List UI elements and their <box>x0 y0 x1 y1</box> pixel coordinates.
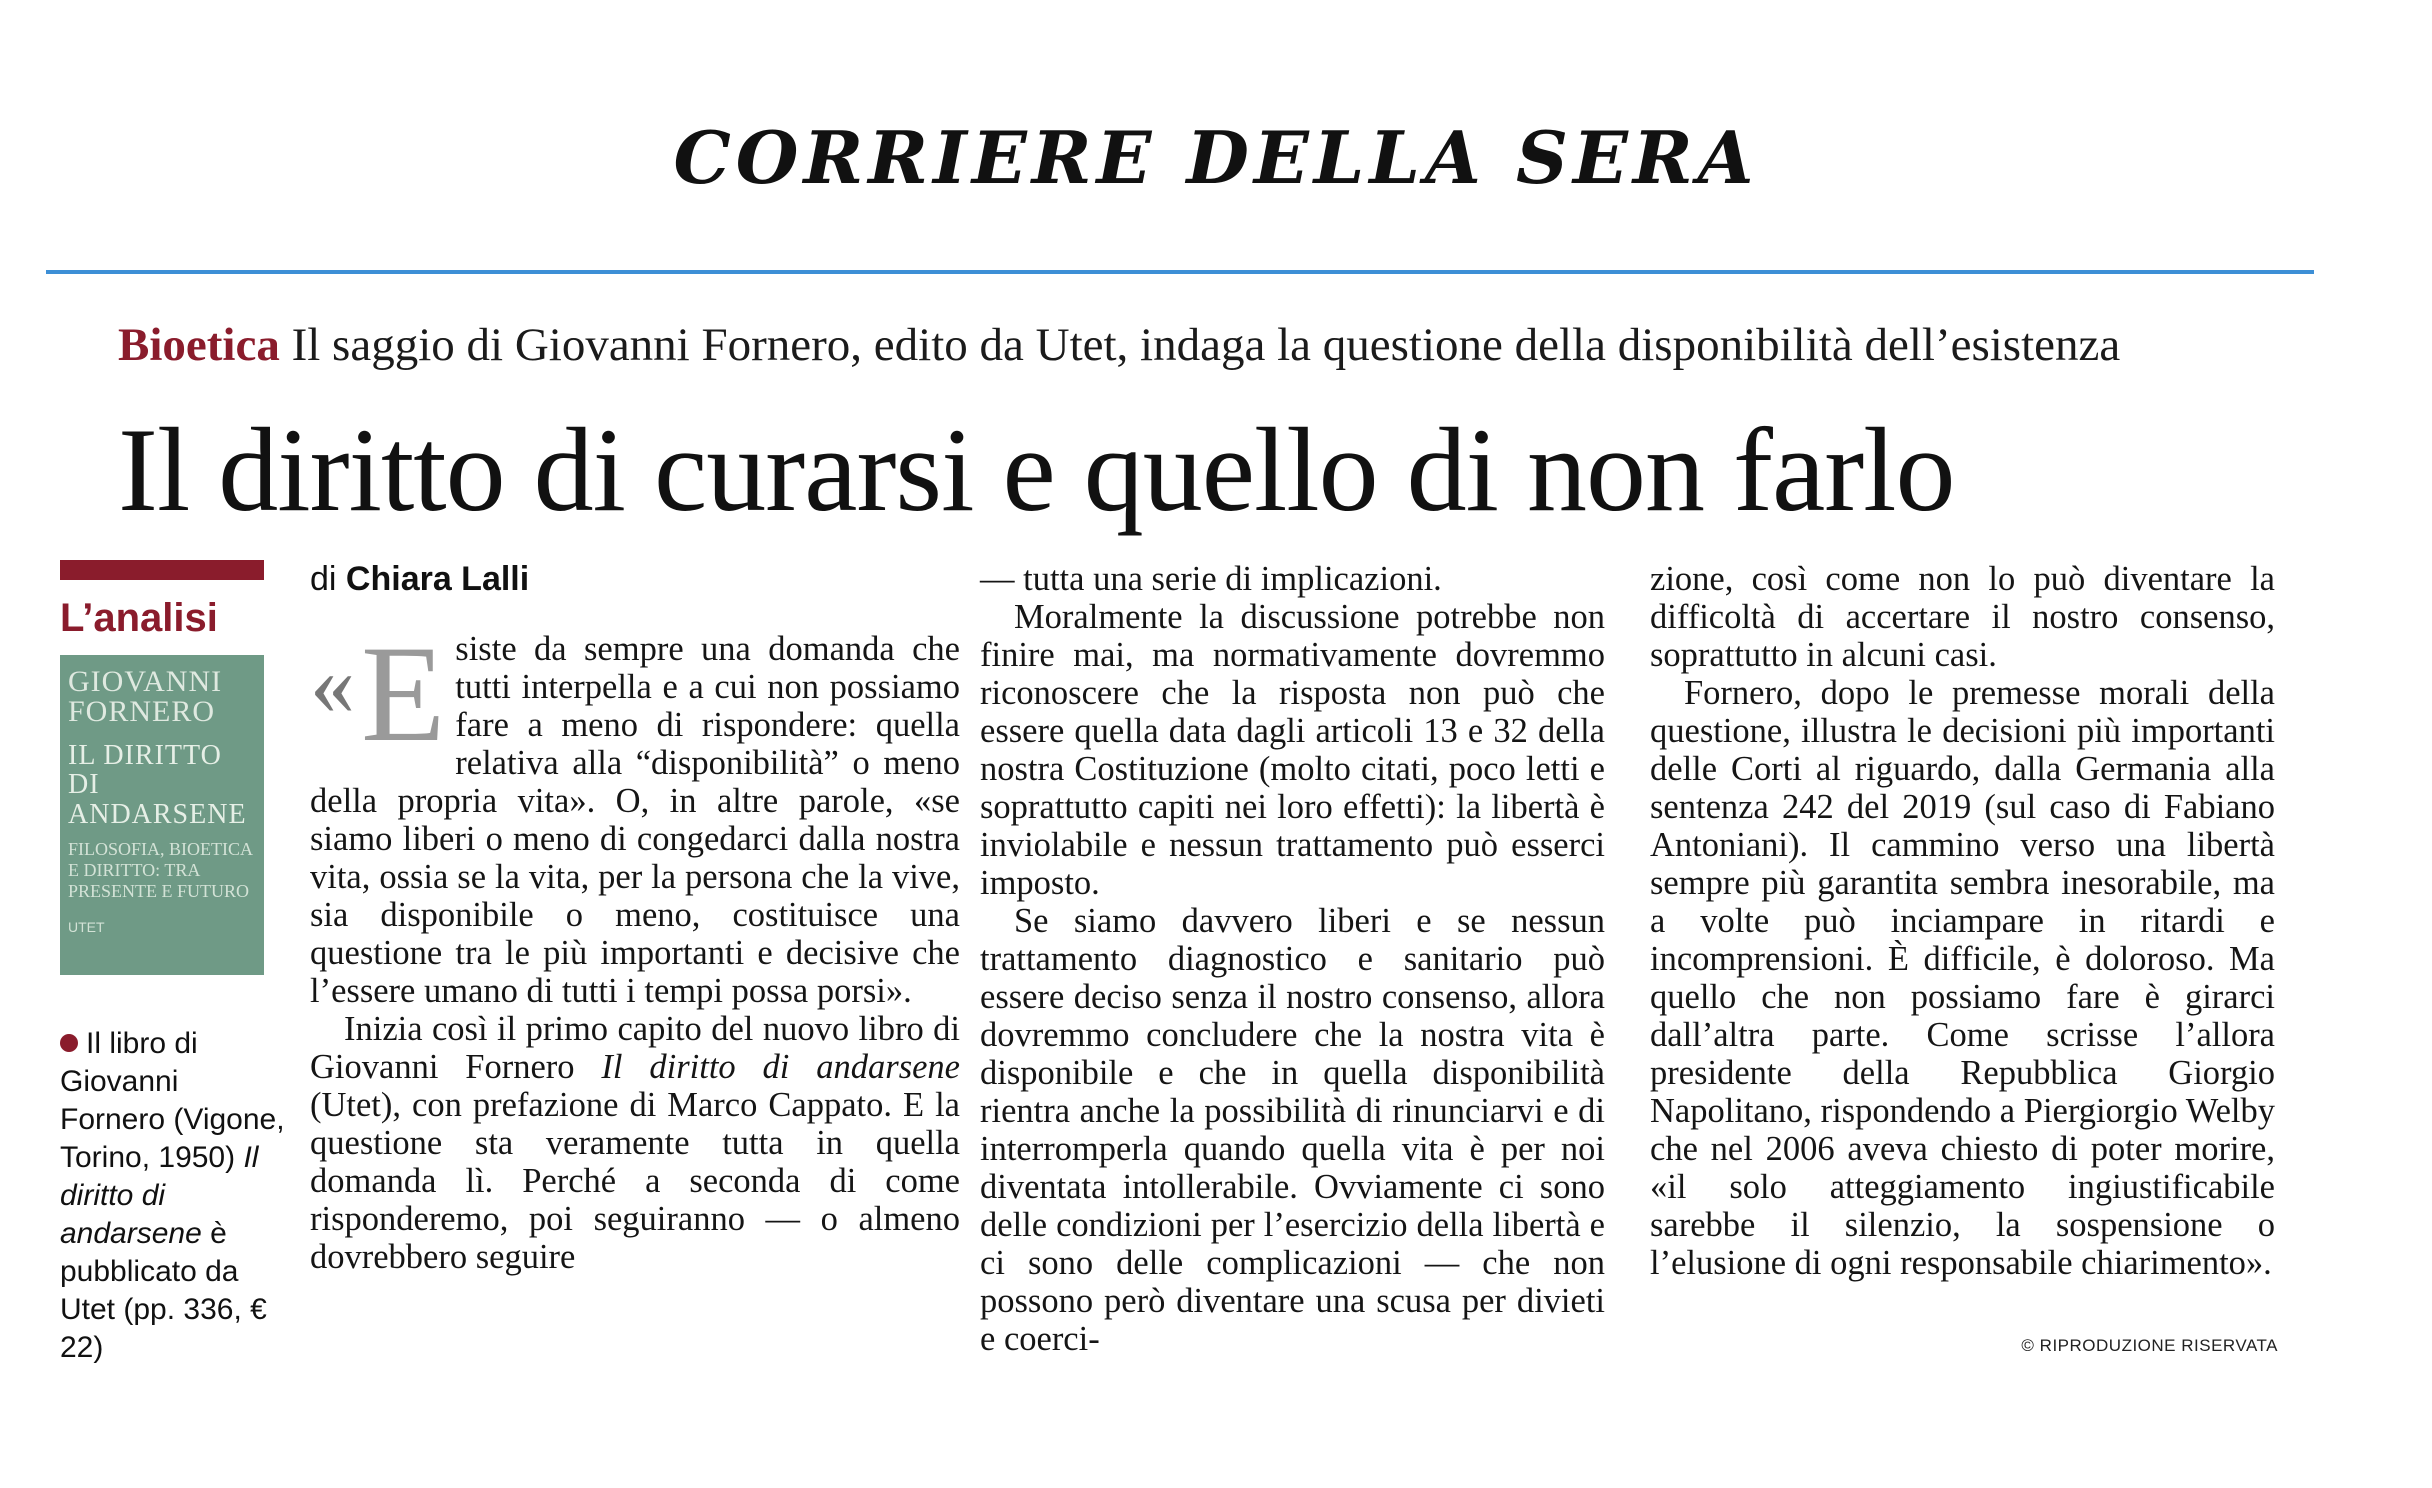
headline: Il diritto di curarsi e quello di non farlo <box>118 403 1955 536</box>
book-cover-image <box>60 655 264 975</box>
article-column-3 <box>1650 560 2275 1282</box>
masthead: CORRIERE DELLA SERA <box>673 115 1759 200</box>
section-tag: Bioetica <box>118 319 280 371</box>
book-cover-publisher: UTET <box>68 919 105 936</box>
dropcap: E <box>361 617 446 770</box>
book-cover-title: IL DIRITTO DI ANDARSENE <box>68 740 247 830</box>
masthead-rule <box>46 270 2314 274</box>
sidebar-label: L’analisi <box>60 596 218 640</box>
paragraph-text: (Utet), con prefazione di Marco Cappato. E la questione sta veramente tutta in quella domanda lì. Perché a seconda di come risponderemo, poi seguiranno — o almeno dovrebbero seguire <box>310 1086 960 1276</box>
kicker <box>118 319 2121 371</box>
article-paragraph <box>310 1010 960 1276</box>
book-title-italic: Il diritto di andarsene <box>601 1048 960 1086</box>
article-column-1 <box>310 617 960 1276</box>
copyright-notice: © RIPRODUZIONE RISERVATA <box>2021 1336 2278 1355</box>
book-caption <box>60 1025 290 1367</box>
byline-author: Chiara Lalli <box>345 560 530 598</box>
bullet-dot-icon <box>60 1034 78 1052</box>
quote-mark: « <box>310 635 355 734</box>
book-cover-subtitle: FILOSOFIA, BIOETICA E DIRITTO: TRA PRESENTE E FUTURO <box>68 839 253 901</box>
sidebar-accent-bar <box>60 560 264 580</box>
byline <box>310 560 529 599</box>
paragraph-text: siste da sempre una domanda che tutti interpella e a cui non possiamo fare a meno di rispondere: quella relativa alla “disponibilità” o meno della propria vita». O, in altre parole, «se siamo liberi o meno di congedarci dalla nostra vita, ossia se la vita, per la persona che la vive, sia disponibile o meno, costituisce una questione tra le più importanti e decisive che l’essere umano di tutti i tempi possa porsi». <box>310 630 960 1010</box>
article-paragraph: — tutta una serie di implicazioni. <box>980 560 1442 598</box>
byline-prefix: di <box>310 560 337 598</box>
article-paragraph: Fornero, dopo le premesse morali della questione, illustra le decisioni più importanti delle Corti al riguardo, dalla Germania alla sentenza 242 del 2019 (sul caso di Fabiano Antoniani). Il cammino verso una libertà sempre più garantita sembra inesorabile, ma a volte può inciampare in ritardi e incomprensioni. È difficile, è doloroso. Ma quello che non possiamo fare è girarci dall’altra parte. Come scrisse l’allora presidente della Repubblica Giorgio Napolitano, rispondendo a Piergiorgio Welby che nel 2006 aveva chiesto di poter morire, «il solo atteggiamento ingiustificabile sarebbe il silenzio, la sospensione o l’elusione di ogni responsabile chiarimento». <box>1650 674 2275 1282</box>
article-paragraph <box>310 617 960 1010</box>
caption-book-title: Il diritto di andarsene <box>60 1141 259 1250</box>
article-column-2 <box>980 560 1605 1358</box>
book-cover-author: GIOVANNI FORNERO <box>68 665 223 728</box>
caption-text-1: Il libro di Giovanni Fornero (Vigone, Torino, 1950) <box>60 1027 285 1174</box>
article-paragraph: Se siamo davvero liberi e se nessun trattamento diagnostico e sanitario può essere deciso senza il nostro consenso, allora dovremmo concludere che la nostra vita è disponibile e che in quella disponibilità rientra anche la possibilità di rinunciarvi e di interromperla quando quella vita è per noi diventata intollerabile. Ovviamente ci sono delle condizioni per l’esercizio della libertà e ci sono delle complicazioni — che non possono però diventare una scusa per divieti e coerci- <box>980 902 1605 1358</box>
caption-text-2: è pubblicato da Utet (pp. 336, € 22) <box>60 1217 267 1364</box>
paragraph-text: Inizia così il primo capito del nuovo libro di Giovanni Fornero <box>310 1010 960 1086</box>
article-paragraph: Moralmente la discussione potrebbe non finire mai, ma normativamente dovremmo riconoscere che la risposta non può che essere quella data dagli articoli 13 e 32 della nostra Costituzione (molto citati, poco letti e soprattutto capiti nei loro effetti): la libertà è inviolabile e nessun trattamento può esserci imposto. <box>980 598 1605 902</box>
kicker-text: Il saggio di Giovanni Fornero, edito da Utet, indaga la questione della disponibilità dell’esistenza <box>291 319 2121 371</box>
article-paragraph: zione, così come non lo può diventare la difficoltà di accertare il nostro consenso, soprattutto in alcuni casi. <box>1650 560 2275 674</box>
